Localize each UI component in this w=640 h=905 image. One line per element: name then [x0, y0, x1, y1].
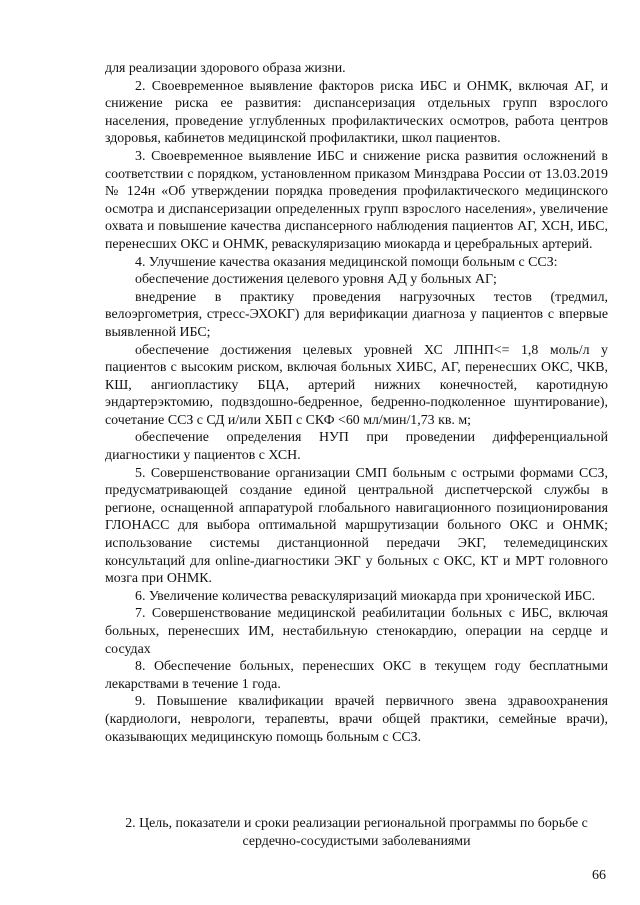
paragraph-continuation: для реализации здорового образа жизни.	[105, 61, 346, 76]
paragraph-item-8: 8. Обеспечение больных, перенесших ОКС в текущем году бесплатными лекарствами в течение 1 года.	[105, 659, 608, 692]
paragraph-subitem-ldl: обеспечение достижения целевых уровней ХС ЛПНП<= 1,8 моль/л у пациентов с высоким риском, включая больных ХИБС, АГ, перенесших ОКС, ЧКВ, КШ, ангиопластику БЦА, артерий нижних конечностей, каротидную эндартерэктомию, подвздошно-бедренное, бедренно-подколенное шунтирование), сочетание ССЗ с СД и/или ХБП с СКФ <60 мл/мин/1,73 кв. м;	[105, 342, 608, 428]
section-heading-line-2: сердечно-сосудистыми заболеваниями	[242, 833, 471, 849]
paragraph-subitem-nup: обеспечение определения НУП при проведении дифференциальной диагностики у пациентов с ХСН.	[105, 430, 608, 464]
section-heading-line-1: 2. Цель, показатели и сроки реализации региональной программы по борьбе с	[125, 816, 588, 831]
paragraph-item-2: 2. Своевременное выявление факторов риска ИБС и ОНМК, включая АГ, и снижение риска ее развития: диспансеризация отдельных групп взрослого населения, проведение углубленных профилактических осмотров, работа центров здоровья, кабинетов медицинской профилактики, школ пациентов.	[105, 78, 608, 147]
page-number: 66	[592, 868, 606, 883]
paragraph-subitem-stress-tests: внедрение в практику проведения нагрузочных тестов (тредмил, велоэргометрия, стресс-ЭХОКГ) для верификации диагноза у пациентов с впервые выявленной ИБС;	[105, 289, 608, 340]
paragraph-item-4: 4. Улучшение качества оказания медицинской помощи больным с ССЗ:	[135, 254, 558, 270]
paragraph-item-9: 9. Повышение квалификации врачей первичного звена здравоохранения (кардиологи, неврологи, терапевты, врачи общей практики, семейные врачи), оказывающих медицинскую помощь больным с ССЗ.	[105, 694, 608, 745]
paragraph-item-6: 6. Увеличение количества реваскуляризаций миокарда при хронической ИБС.	[135, 588, 596, 604]
section-heading	[105, 815, 608, 850]
body-text	[105, 60, 608, 746]
paragraph-subitem-bp: обеспечение достижения целевого уровня АД у больных АГ;	[135, 272, 497, 288]
paragraph-item-3: 3. Своевременное выявление ИБС и снижение риска развития осложнений в соответствии с порядком, установленном приказом Минздрава России от 13.03.2019 № 124н «Об утверждении порядка проведения профилактического медицинского осмотра и диспансеризации определенных групп взрослого населения», увеличение охвата и повышение качества диспансерного наблюдения пациентов АГ, ХСН, ИБС, перенесших ОКС и ОНМК, реваскуляризацию миокарда и церебральных артерий.	[105, 148, 608, 252]
paragraph-item-7: 7. Совершенствование медицинской реабилитации больных с ИБС, включая больных, перенесших ИМ, нестабильную стенокардию, операции на сердце и сосудах	[105, 606, 608, 657]
paragraph-item-5: 5. Совершенствование организации СМП больным с острыми формами ССЗ, предусматривающей создание единой центральной диспетчерской службы в регионе, оснащенной аппаратурой глобального навигационного позиционирования ГЛОНАСС для выбора оптимальной маршрутизации больного ОКС и ОНМК; использование системы дистанционной передачи ЭКГ, телемедицинских консультаций для online-диагностики ЭКГ у больных с ОКС, КТ и МРТ головного мозга при ОНМК.	[105, 465, 608, 587]
